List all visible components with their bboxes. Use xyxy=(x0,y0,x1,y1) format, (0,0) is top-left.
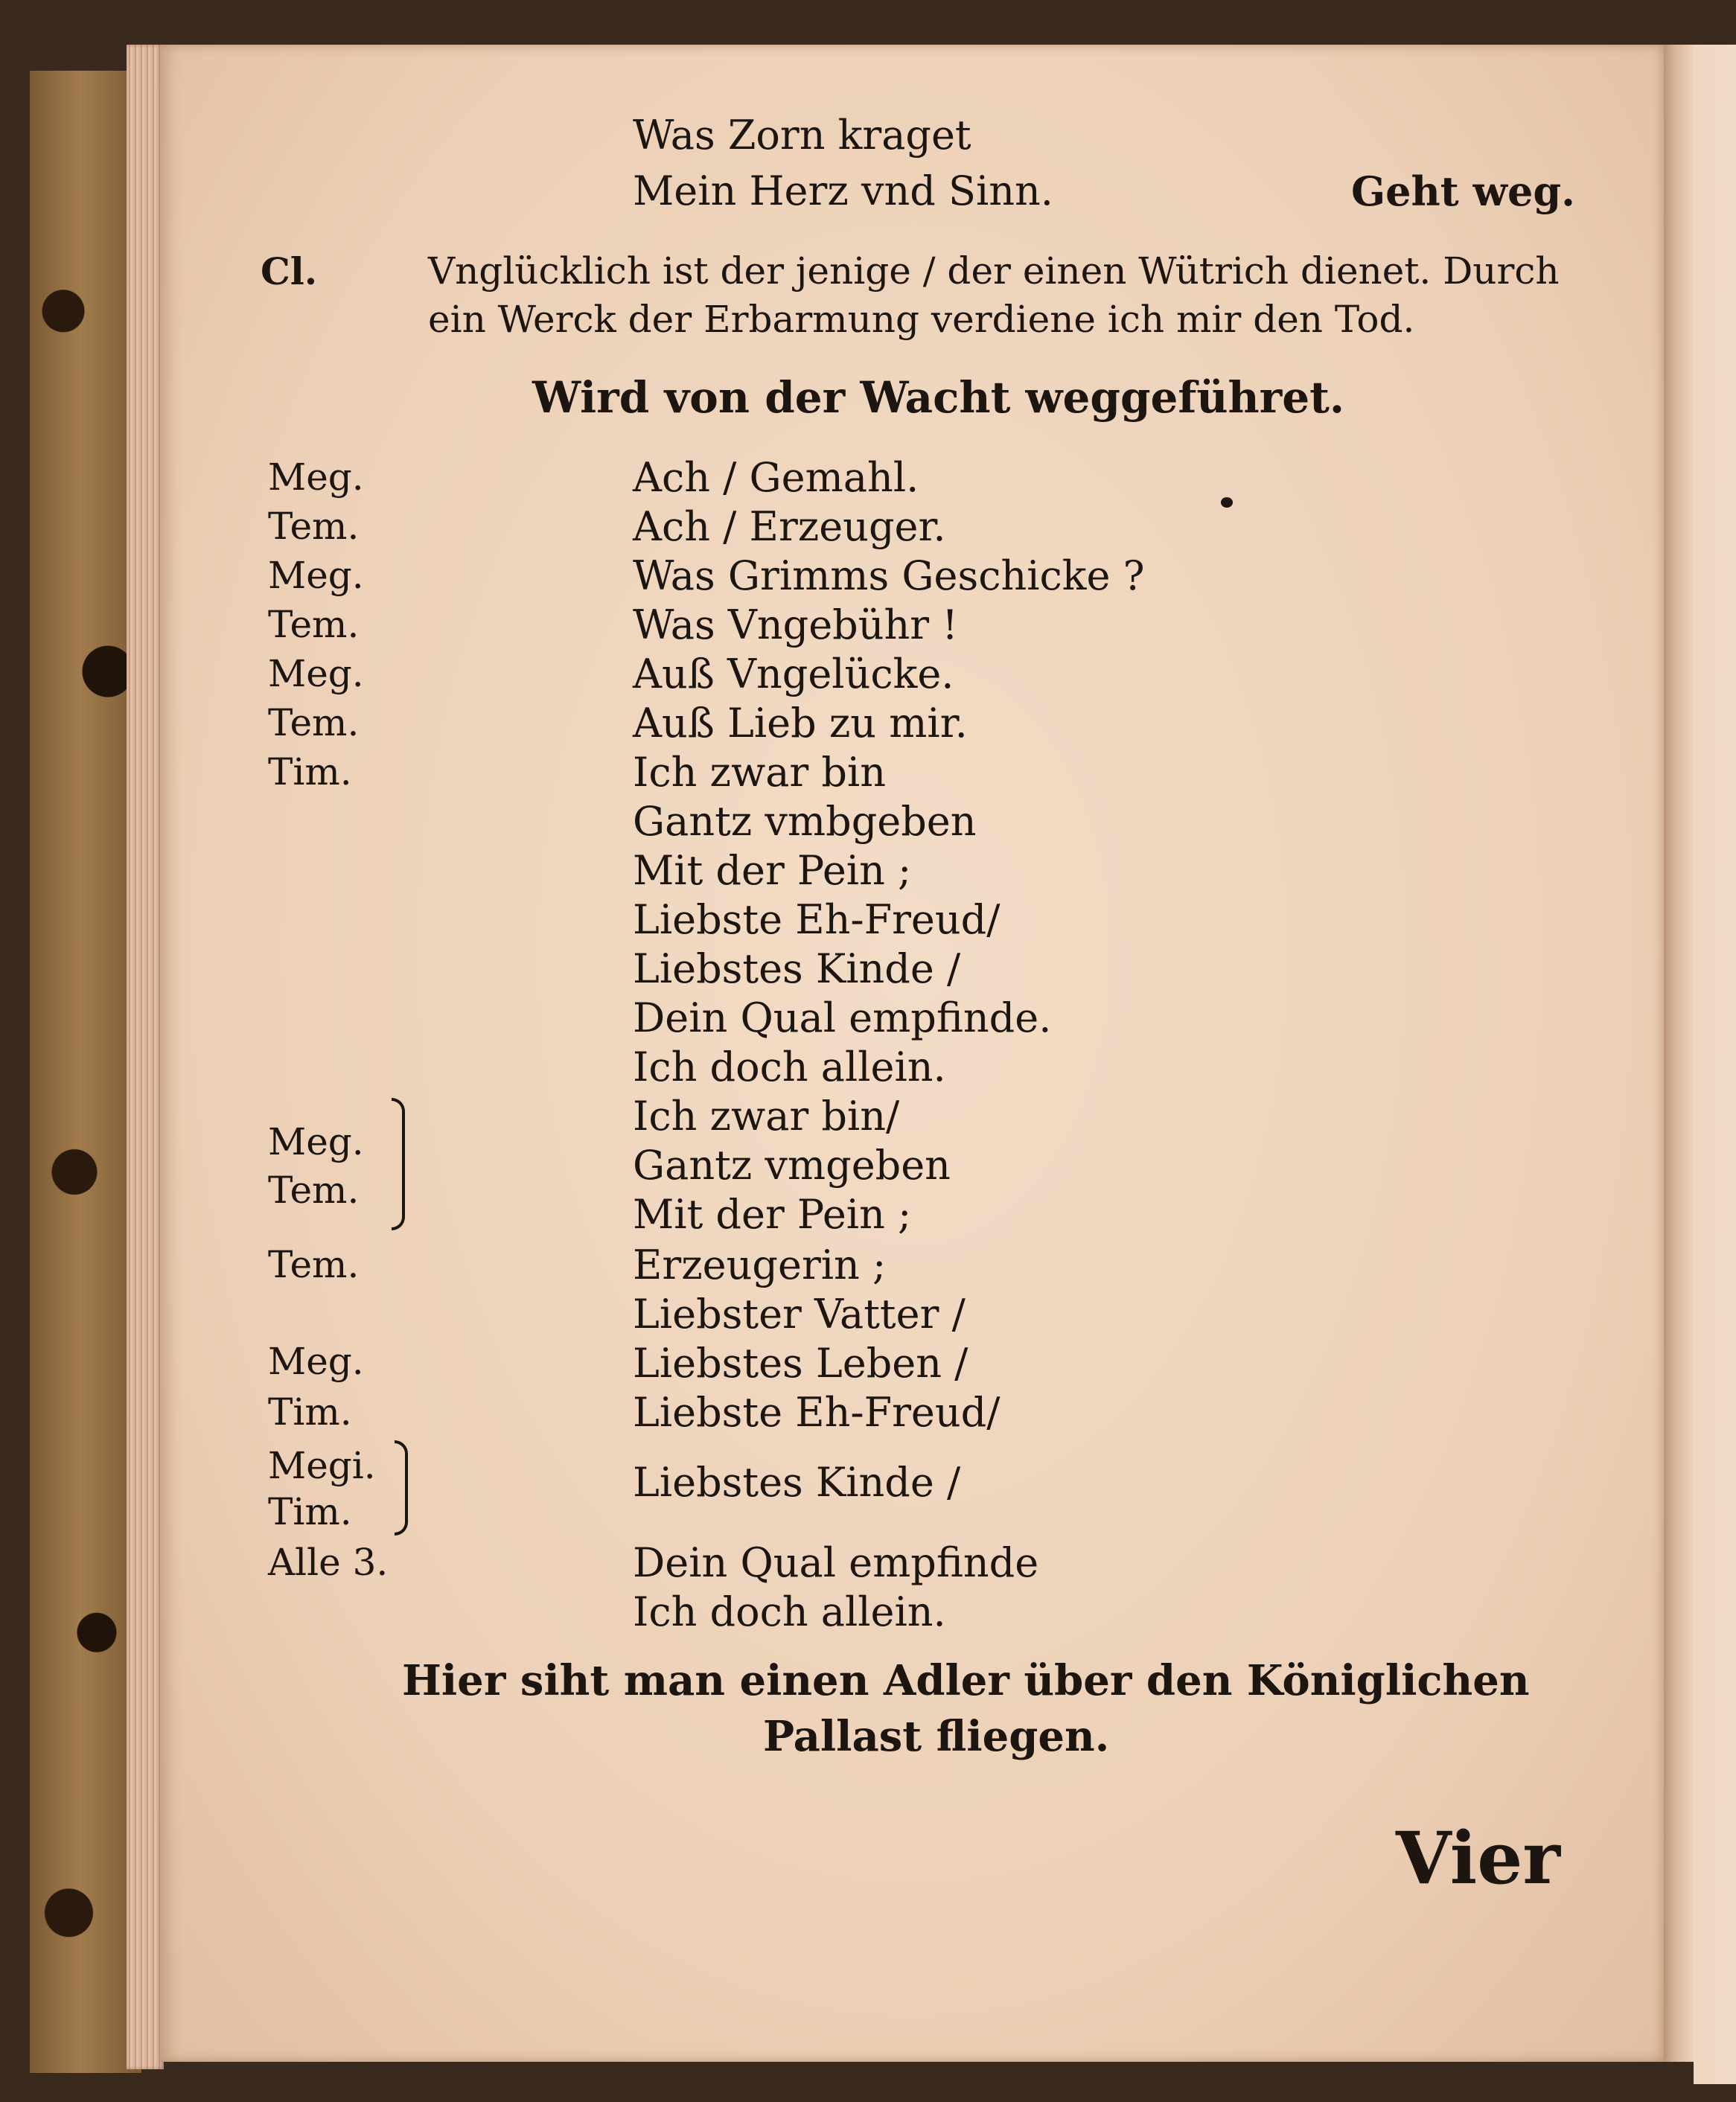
speaker-label: Tem. xyxy=(268,603,360,646)
dialogue-line: Erzeugerin ; xyxy=(633,1242,887,1288)
speaker-label: Tem. xyxy=(268,1169,360,1212)
speaker-label: Meg. xyxy=(268,554,364,597)
dialogue-line: Mit der Pein ; xyxy=(633,847,912,894)
stage-direction-eagle-line-2: Pallast fliegen. xyxy=(763,1712,1110,1761)
dialogue-line: Ich doch allein. xyxy=(633,1044,946,1090)
speaker-cl: Cl. xyxy=(261,249,318,293)
catchword: Vier xyxy=(1396,1816,1560,1900)
dialogue-line: Auß Lieb zu mir. xyxy=(633,700,968,747)
dialogue-line: Liebstes Kinde / xyxy=(633,945,961,992)
cl-speech-line-2: ein Werck der Erbarmung verdiene ich mir den Tod. xyxy=(428,298,1415,341)
dialogue-line: Liebstes Leben / xyxy=(633,1340,968,1387)
dialogue-line: Ich zwar bin xyxy=(633,749,886,796)
dialogue-line: Was Grimms Geschicke ? xyxy=(633,552,1145,599)
speaker-label: Tem. xyxy=(268,505,360,548)
dialogue-line: Liebstes Kinde / xyxy=(633,1459,961,1506)
stage-direction-heading: Wird von der Wacht weggeführet. xyxy=(532,372,1345,423)
dialogue-line: Liebste Eh-Freud/ xyxy=(633,1389,1001,1436)
dialogue-line: Ach / Erzeuger. xyxy=(633,503,946,550)
speaker-label: Alle 3. xyxy=(268,1541,389,1584)
stage-direction-exit: Geht weg. xyxy=(1351,167,1575,215)
speaker-brace xyxy=(395,1440,408,1536)
dialogue-line: Was Vngebühr ! xyxy=(633,601,958,648)
speaker-label: Meg. xyxy=(268,652,364,695)
ink-spot xyxy=(1221,497,1233,508)
dialogue-line: Ich zwar bin/ xyxy=(633,1093,900,1140)
next-page-edge xyxy=(1694,45,1736,2084)
dialogue-line: Liebster Vatter / xyxy=(633,1291,966,1338)
dialogue-line: Auß Vngelücke. xyxy=(633,651,954,697)
page-edges xyxy=(127,45,164,2069)
cl-speech-line-1: Vnglücklich ist der jenige / der einen Wütrich dienet. Durch xyxy=(428,249,1560,293)
opening-line-1: Was Zorn kraget xyxy=(633,112,971,159)
dialogue-line: Dein Qual empfinde xyxy=(633,1539,1039,1586)
book-cover xyxy=(30,71,141,2073)
dialogue-line: Liebste Eh-Freud/ xyxy=(633,896,1001,943)
dialogue-line: Gantz vmbgeben xyxy=(633,798,977,845)
speaker-label: Tem. xyxy=(268,1243,360,1286)
speaker-label: Meg. xyxy=(268,1340,364,1383)
dialogue-line: Gantz vmgeben xyxy=(633,1142,951,1189)
speaker-label: Tim. xyxy=(268,1490,352,1533)
speaker-brace xyxy=(392,1098,405,1230)
speaker-label: Megi. xyxy=(268,1444,376,1487)
stage-direction-eagle-line-1: Hier siht man einen Adler über den Königlichen xyxy=(402,1656,1530,1705)
dialogue-line: Ich doch allein. xyxy=(633,1588,946,1635)
dialogue-line: Mit der Pein ; xyxy=(633,1191,912,1238)
speaker-label: Tem. xyxy=(268,701,360,744)
speaker-label: Tim. xyxy=(268,1390,352,1434)
dialogue-line: Dein Qual empfinde. xyxy=(633,994,1052,1041)
dialogue-line: Ach / Gemahl. xyxy=(633,454,919,501)
speaker-label: Meg. xyxy=(268,456,364,499)
speaker-label: Meg. xyxy=(268,1120,364,1163)
book-gutter xyxy=(1664,45,1694,2062)
opening-line-2: Mein Herz vnd Sinn. xyxy=(633,167,1053,214)
speaker-label: Tim. xyxy=(268,750,352,793)
